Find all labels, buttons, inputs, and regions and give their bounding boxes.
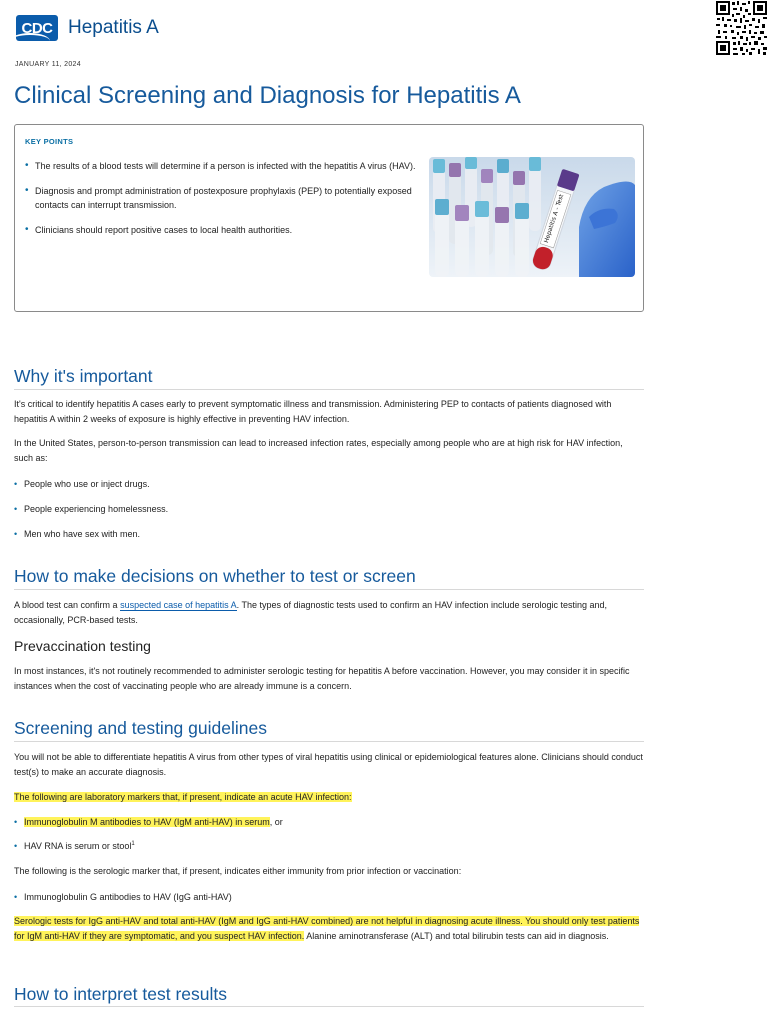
divider — [14, 589, 644, 590]
divider — [14, 741, 644, 742]
suspected-case-link[interactable]: suspected case of hepatitis A — [120, 600, 237, 610]
paragraph: A blood test can confirm a suspected case of hepatitis A. The types of diagnostic tests used to confirm an HAV infection include serologic testing and, occasionally, PCR-based tests. — [14, 600, 608, 625]
paragraph: You will not be able to differentiate hepatitis A virus from other types of viral hepatitis using clinical or epidemiological features alone. Clinicians should conduct test(s) to make an accurate diagnosis. — [14, 752, 643, 777]
highlighted-text: The following are laboratory markers that, if present, indicate an acute HAV infection: — [14, 792, 352, 802]
cdc-logo[interactable]: CDC — [16, 15, 58, 41]
qr-code-icon — [715, 0, 768, 56]
section-heading-guidelines: Screening and testing guidelines — [14, 718, 267, 738]
list-item: • Clinicians should report positive cases to local health authorities. — [25, 223, 420, 237]
section-heading-decisions: How to make decisions on whether to test or screen — [14, 566, 416, 586]
key-points-box — [14, 124, 644, 312]
section-heading-why-important: Why it's important — [14, 366, 153, 386]
divider — [14, 1006, 644, 1007]
paragraph: The following is the serologic marker that, if present, indicates either immunity from prior infection or vaccination: — [14, 866, 462, 876]
paragraph: In most instances, it's not routinely recommended to administer serologic testing for hepatitis A before vaccination. However, you may consider it in specific instances when the cost of vaccinating people who are already immune is a concern. — [14, 666, 630, 691]
tube-label: Hepatitis A - Test — [542, 193, 566, 244]
list-item: • Immunoglobulin M antibodies to HAV (IgM anti-HAV) in serum, or — [14, 815, 644, 829]
paragraph — [14, 790, 644, 805]
list-item: • HAV RNA is serum or stool$^1$ — [14, 839, 644, 853]
publish-date: JANUARY 11, 2024 — [15, 61, 81, 68]
list-item: • Men who have sex with men. — [14, 527, 644, 541]
highlighted-text: Serologic tests for IgG anti-HAV and total anti-HAV (IgM and IgG anti-HAV combined) are not helpful in diagnosing acute illness. You should only test patients for IgM anti-HAV if they are symptomatic, and you suspect HAV infection. — [14, 916, 640, 941]
divider — [14, 389, 644, 390]
paragraph: It's critical to identify hepatitis A cases early to prevent symptomatic illness and transmission. Administering PEP to contacts of patients diagnosed with hepatitis A within 2 weeks of exposure is highly effective in preventing HAV infection. — [14, 399, 612, 424]
site-title[interactable]: Hepatitis A — [68, 17, 159, 38]
list-item: • Immunoglobulin G antibodies to HAV (IgG anti-HAV) — [14, 890, 644, 904]
list-item: • Diagnosis and prompt administration of postexposure prophylaxis (PEP) to potentially exposed contacts can interrupt transmission. — [25, 184, 420, 212]
footnote-ref[interactable]: 1 — [131, 841, 135, 847]
highlighted-text: Immunoglobulin M antibodies to HAV (IgM anti-HAV) in serum — [24, 817, 270, 827]
paragraph: Serologic tests for IgG anti-HAV and total anti-HAV (IgM and IgG anti-HAV combined) are not helpful in diagnosing acute illness. You should only test patients for IgM anti-HAV if they are symptomatic, and you suspect HAV infection. Alanine aminotransferase (ALT) and total bilirubin tests can aid in diagnosis. — [14, 916, 640, 941]
list-item: • The results of a blood tests will determine if a person is infected with the hepatitis A virus (HAV). — [25, 159, 420, 173]
key-points-label: KEY POINTS — [25, 137, 74, 146]
key-points-list — [25, 159, 420, 248]
section-heading-interpret: How to interpret test results — [14, 984, 227, 1004]
list-item: • People who use or inject drugs. — [14, 477, 644, 491]
site-header — [16, 14, 159, 42]
subheading-prevaccination: Prevaccination testing — [14, 638, 151, 654]
test-tubes-image — [429, 157, 635, 277]
list-item: • People experiencing homelessness. — [14, 502, 644, 516]
paragraph: In the United States, person-to-person transmission can lead to increased infection rates, especially among people who are at high risk for HAV infection, such as: — [14, 438, 623, 463]
page-title: Clinical Screening and Diagnosis for Hepatitis A — [14, 82, 521, 109]
